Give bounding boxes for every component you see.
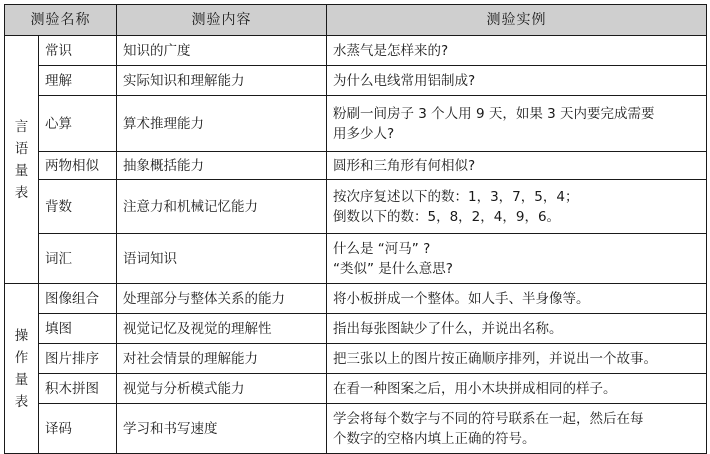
test-example: 什么是 “河马” ? “类似” 是什么意思? [327,234,707,284]
test-content: 学习和书写速度 [117,404,327,454]
test-name: 填图 [39,314,117,344]
table-row [5,374,707,404]
test-name: 词汇 [39,234,117,284]
test-name: 图片排序 [39,344,117,374]
test-content: 算术推理能力 [117,96,327,152]
header-test-content: 测验内容 [117,5,327,36]
test-content: 视觉记忆及视觉的理解性 [117,314,327,344]
test-example: 按次序复述以下的数：1，3，7，5，4； 倒数以下的数：5，8，2，4，9，6。 [327,180,707,234]
table-row [5,66,707,96]
test-example: 学会将每个数字与不同的符号联系在一起，然后在每 个数字的空格内填上正确的符号。 [327,404,707,454]
test-content: 对社会情景的理解能力 [117,344,327,374]
header-row [5,5,707,36]
test-example: 指出每张图缺少了什么，并说出名称。 [327,314,707,344]
table-row [5,234,707,284]
test-example: 粉刷一间房子 3 个人用 9 天，如果 3 天内要完成需要 用多少人? [327,96,707,152]
test-name: 两物相似 [39,152,117,180]
test-name: 常识 [39,36,117,66]
table-row [5,36,707,66]
test-example: 为什么电线常用铝制成? [327,66,707,96]
test-content: 实际知识和理解能力 [117,66,327,96]
test-name: 译码 [39,404,117,454]
test-name: 理解 [39,66,117,96]
group-label-verbal: 言 语 量 表 [5,36,39,284]
test-example: 圆形和三角形有何相似? [327,152,707,180]
header-test-name: 测验名称 [5,5,117,36]
header-test-example: 测验实例 [327,5,707,36]
test-content: 语词知识 [117,234,327,284]
group-label-performance: 操 作 量 表 [5,284,39,454]
test-content: 知识的广度 [117,36,327,66]
table-row [5,152,707,180]
test-name: 积木拼图 [39,374,117,404]
table-row [5,284,707,314]
test-example: 水蒸气是怎样来的? [327,36,707,66]
test-name: 背数 [39,180,117,234]
test-name: 心算 [39,96,117,152]
test-content: 处理部分与整体关系的能力 [117,284,327,314]
test-content: 抽象概括能力 [117,152,327,180]
test-content: 注意力和机械记忆能力 [117,180,327,234]
table-row [5,96,707,152]
test-example: 在看一种图案之后，用小木块拼成相同的样子。 [327,374,707,404]
test-example: 把三张以上的图片按正确顺序排列，并说出一个故事。 [327,344,707,374]
test-table [4,4,707,454]
test-name: 图像组合 [39,284,117,314]
table-row [5,180,707,234]
table-row [5,344,707,374]
test-content: 视觉与分析模式能力 [117,374,327,404]
table-row [5,404,707,454]
table-row [5,314,707,344]
test-example: 将小板拼成一个整体。如人手、半身像等。 [327,284,707,314]
